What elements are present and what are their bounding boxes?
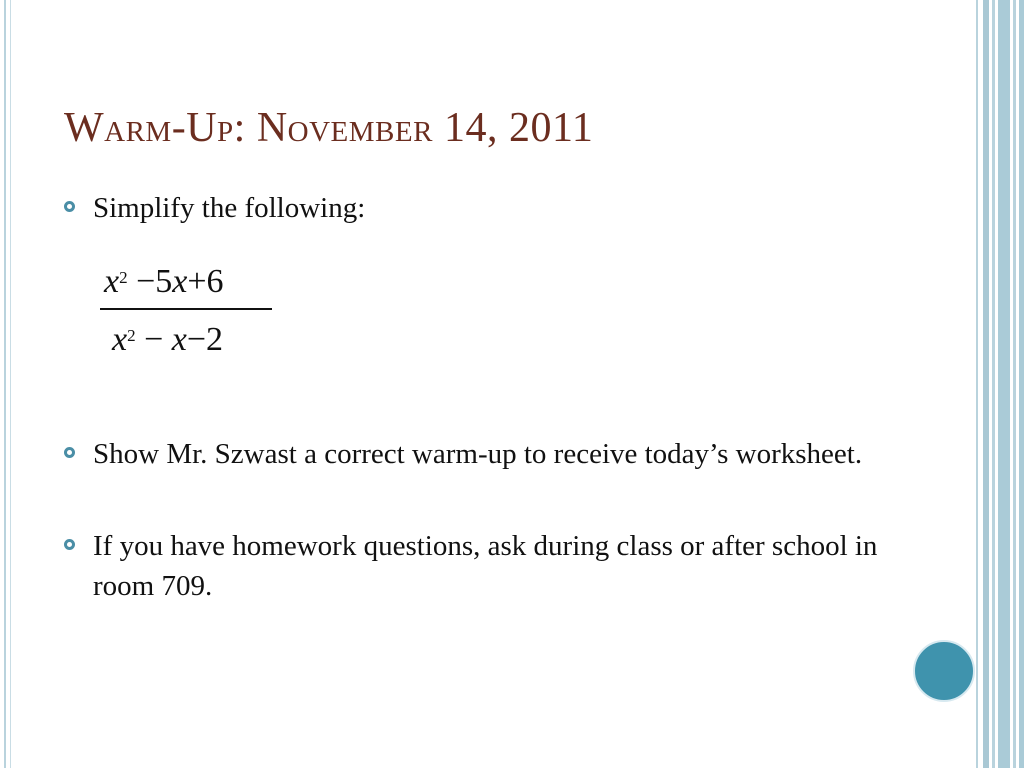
right-decorative-stripe — [983, 0, 989, 768]
bullet-circle-icon — [64, 539, 75, 550]
decorative-circle — [913, 640, 975, 702]
right-decorative-stripe — [1013, 0, 1016, 768]
fraction-numerator: $x^2 -5x+6$ — [104, 263, 224, 300]
bullet-text: Show Mr. Szwast a correct warm-up to receive today’s worksheet. — [93, 438, 863, 470]
left-border-line — [4, 0, 6, 768]
right-decorative-stripe — [998, 0, 1010, 768]
left-border-line-inner — [10, 0, 11, 768]
bullet-text: If you have homework questions, ask during class or after school in room 709. — [93, 530, 878, 602]
bullet-circle-icon — [64, 201, 75, 212]
right-decorative-stripe — [1019, 0, 1024, 768]
fraction-denominator: $x^2 - x-2$ — [112, 321, 224, 358]
slide-title: Warm-Up: November 14, 2011 — [64, 105, 594, 151]
right-decorative-stripe — [992, 0, 995, 768]
bullet-circle-icon — [64, 447, 75, 458]
bullet-text: Simplify the following: — [93, 192, 366, 224]
right-decorative-stripe — [976, 0, 978, 768]
fraction-bar — [100, 308, 272, 310]
